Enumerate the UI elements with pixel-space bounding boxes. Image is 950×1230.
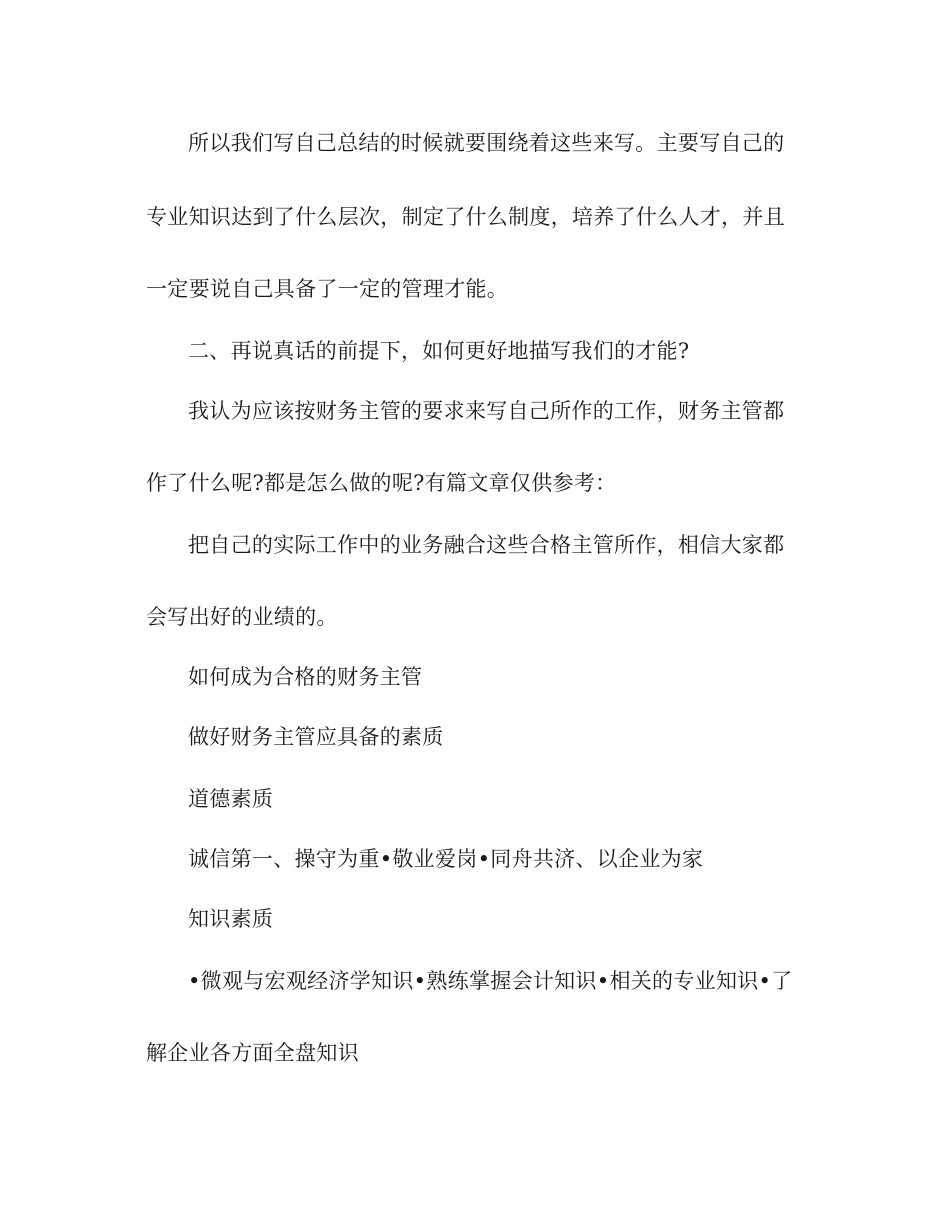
paragraph-line: 把自己的实际工作中的业务融合这些合格主管所作，相信大家都 [188, 533, 785, 557]
paragraph-line: 解企业各方面全盘知识 [146, 1041, 359, 1065]
paragraph-line: •微观与宏观经济学知识•熟练掌握会计知识•相关的专业知识•了 [188, 969, 793, 993]
paragraph-line: 会写出好的业绩的。 [146, 605, 338, 629]
paragraph-line: 专业知识达到了什么层次，制定了什么制度，培养了什么人才，并且 [146, 205, 785, 229]
section-heading: 二、再说真话的前提下，如何更好地描写我们的才能? [188, 339, 690, 363]
subheading: 道德素质 [188, 787, 274, 811]
paragraph-line: 所以我们写自己总结的时候就要围绕着这些来写。主要写自己的 [188, 131, 785, 155]
paragraph-line: 诚信第一、操守为重•敬业爱岗•同舟共济、以企业为家 [188, 847, 704, 871]
paragraph-line: 一定要说自己具备了一定的管理才能。 [146, 277, 509, 301]
paragraph-line: 作了什么呢?都是怎么做的呢?有篇文章仅供参考： [146, 471, 617, 495]
subheading: 如何成为合格的财务主管 [188, 665, 423, 689]
subheading: 知识素质 [188, 907, 274, 931]
subheading: 做好财务主管应具备的素质 [188, 725, 444, 749]
paragraph-line: 我认为应该按财务主管的要求来写自己所作的工作，财务主管都 [188, 399, 785, 423]
